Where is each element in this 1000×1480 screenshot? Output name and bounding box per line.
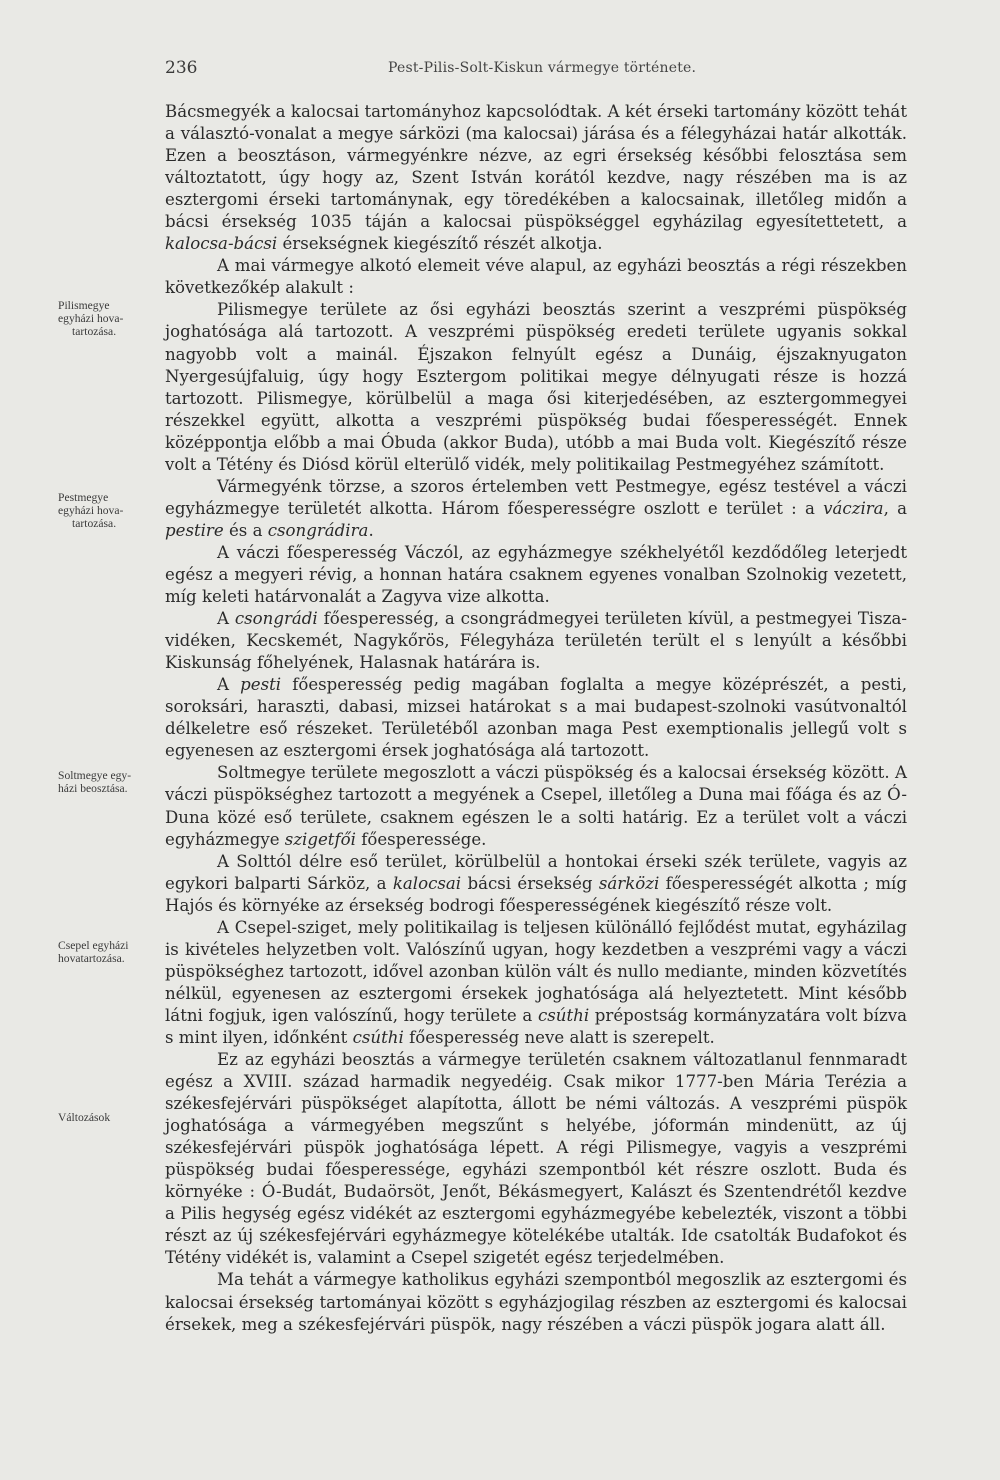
margin-note-line: egyházi hova- [58, 311, 124, 325]
margin-note-line: egyházi hova- [58, 503, 124, 517]
margin-note-line: Változások [58, 1111, 111, 1124]
margin-note-line: Pestmegye [58, 491, 109, 504]
margin-note-valtozasok [58, 1112, 156, 1125]
margin-note-line: tartozása. [72, 516, 117, 530]
paragraph: Ez az egyházi beosztás a vármegye területén csaknem változatlanul fennmaradt egész a XVIII. század harmadik negyedéig. Csak mikor 1777-ben Mária Terézia a székesfejérvári püspökséget alapította, állott be némi változás. A veszprémi püspök joghatósága a vármegyében megszűnt s helyébe, jóformán mindenütt, az új székesfejérvári püspök joghatósága lépett. A régi Pilismegye, vagyis a veszprémi püspökség budai főesperessége, egyházi szempontból két részre oszlott. Buda és környéke : Ó-Budát, Budaörsöt, Jenőt, Békásmegyert, Kalászt és Szentendrétől kezdve a Pilis hegység egész vidékét az esztergomi egyházmegyébe kebelezték, viszont a többi részt az új székesfejérvári egyházmegye kötelékébe utalták. Ide csatolták Budafokot és Tétény vidékét is, valamint a Csepel szigetét egész terjedelmében. [165, 1050, 907, 1268]
margin-note-line: hovatartozása. [58, 951, 125, 965]
margin-note-line: házi beosztása. [58, 781, 128, 795]
paragraph: A csongrádi főesperesség, a csongrádmegyei területen kívül, a pestmegyei Tisza-vidéken, Kecskemét, Nagykőrös, Félegyháza területén terült el s lenyúlt a későbbi Kiskunság főhelyének, Halasnak határára is. [165, 609, 907, 673]
paragraph: Pilismegye területe az ősi egyházi beosztás szerint a veszprémi püspökség joghatósága alá tartozott. A veszprémi püspökség eredeti területe ugyanis sokkal nagyobb volt a mainál. Éjszakon felnyúlt egész a Dunáig, éjszaknyugaton Nyergesújfaluig, úgy hogy Esztergom politikai megye délnyugati része is hozzá tartozott. Pilismegye, körülbelül a maga ősi kiterjedésében, az esztergommegyei részekkel együtt, alkotta a veszprémi püspökség budai főesperességét. Ennek középpontja előbb a mai Óbuda (akkor Buda), utóbb a mai Buda volt. Kiegészítő része volt a Tétény és Diósd körül elterülő vidék, mely politikailag Pestmegyéhez számított. [165, 300, 907, 474]
paragraph: A váczi főesperesség Váczól, az egyházmegye székhelyétől kezdődőleg leterjedt egész a megyeri révig, a honnan határa csaknem egyenes vonalban Szolnokig vezetett, míg keleti határvonalát a Zagyva vize alkotta. [165, 542, 907, 607]
running-title: Pest-Pilis-Solt-Kiskun vármegye története. [388, 60, 697, 76]
paragraph: Ma tehát a vármegye katholikus egyházi szempontból megoszlik az esztergomi és kalocsai érsekség tartományai között s egyházjogilag részben az esztergomi és kalocsai érsekek, meg a székesfejérvári püspök, nagy részében a váczi püspök jogara alatt áll. [165, 1270, 907, 1334]
margin-note-line: tartozása. [72, 324, 117, 338]
paragraph: A pesti főesperesség pedig magában foglalta a megye középrészét, a pesti, soroksári, haraszti, dabasi, mizsei határokat s a mai budapest-szolnoki vasútvonaltól délkeletre eső részeket. Területéből azonban maga Pest exemptionalis jellegű volt s egyenesen az esztergomi érsek joghatósága alá tartozott. [165, 675, 907, 761]
margin-note-pilismegye [58, 300, 156, 338]
margin-note-line: Soltmegye egy- [58, 769, 132, 782]
paragraph: A Solttól délre eső terület, körülbelül a hontokai érseki szék területe, vagyis az egykori balparti Sárköz, a kalocsai bácsi érsekség sárközi főesperességét alkotta ; míg Hajós és környéke az érsekség bodrogi főesperességének kiegészítő része volt. [165, 851, 907, 915]
margin-note-line: Pilismegye [58, 299, 110, 312]
body-text [165, 101, 907, 1336]
page-header [0, 58, 1000, 84]
margin-note-line: Csepel egyházi [58, 939, 129, 952]
paragraph: Soltmegye területe megoszlott a váczi püspökség és a kalocsai érsekség között. A váczi püspökséghez tartozott a megyének a Csepel, illetőleg a Duna mai főága és az Ó-Duna közé eső területe, csaknem egészen le a solti határig. Ez a terület volt a váczi egyházmegye szigetfői főesperessége. [165, 763, 907, 849]
paragraph: Bácsmegyék a kalocsai tartományhoz kapcsolódtak. A két érseki tartomány között tehát a választó-vonalat a megye sárközi (ma kalocsai) járása és a félegyházai határ alkották. Ezen a beosztáson, vármegyénkre nézve, az egri érsekség későbbi felosztása sem változtatott, úgy hogy az, Szent István korától kezdve, nagy részében ma is az esztergomi érseki tartománynak, egy töredékében a kalocsainak, illetőleg midőn a bácsi érsekség 1035 táján a kalocsai püspökséggel egyházilag egyesítettetett, a kalocsa-bácsi érsekségnek kiegészítő részét alkotja. [165, 102, 907, 254]
margin-note-csepel [58, 940, 156, 966]
margin-note-pestmegye [58, 492, 156, 530]
page-number: 236 [165, 58, 198, 78]
paragraph: A Csepel-sziget, mely politikailag is teljesen különálló fejlődést mutat, egyházilag is kivételes helyzetben volt. Valószínű ugyan, hogy kezdetben a veszprémi vagy a váczi püspökséghez tartozott, idővel azonban külön vált és nullo mediante, minden közvetítés nélkül, egyenesen az esztergomi érsekek joghatósága alá helyeztetett. Mint később látni fogjuk, igen valószínű, hogy területe a csúthi prépostság kormányzatára volt bízva s mint ilyen, időnként csúthi főesperesség neve alatt is szerepelt. [165, 917, 907, 1047]
margin-note-soltmegye [58, 770, 156, 796]
paragraph: A mai vármegye alkotó elemeit véve alapul, az egyházi beosztás a régi részekben következőkép alakult : [165, 256, 907, 298]
paragraph: Vármegyénk törzse, a szoros értelemben vett Pestmegye, egész testével a váczi egyházmegye területét alkotta. Három főesperességre oszlott e terület : a váczira, a pestire és a csongrádira. [165, 476, 907, 540]
